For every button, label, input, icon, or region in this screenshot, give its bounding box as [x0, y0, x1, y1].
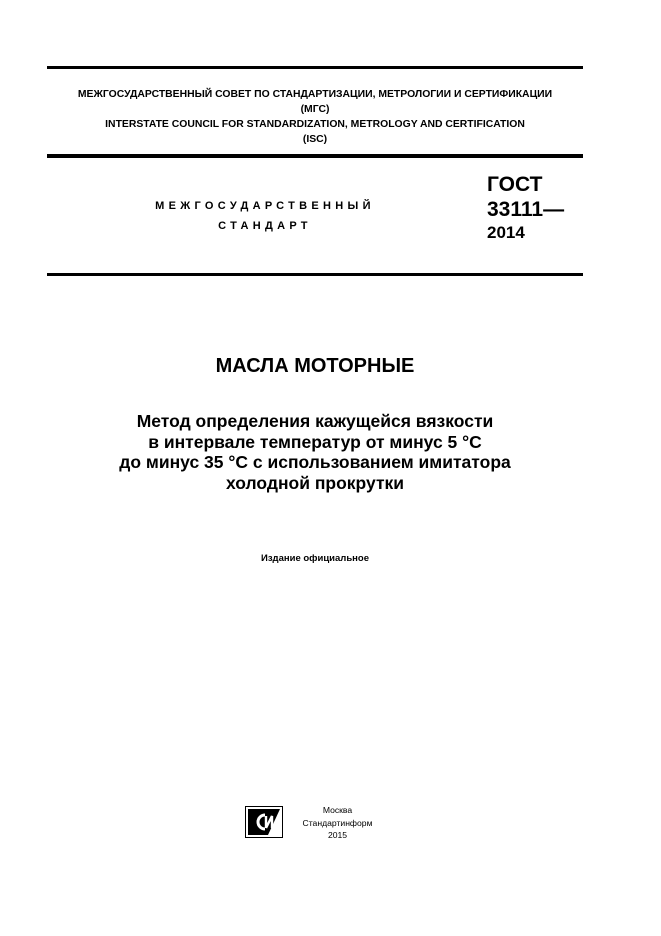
standartinform-logo-icon	[245, 806, 283, 838]
subtitle-line4: холодной прокрутки	[225, 472, 405, 493]
gost-label: ГОСТ	[487, 173, 543, 196]
subtitle-line3: до минус 35 °С с использованием имитатора	[119, 452, 511, 472]
council-ru-abbr: (МГС)	[300, 104, 330, 115]
document-subtitle	[47, 411, 583, 493]
publisher-name: Стандартинформ	[302, 817, 373, 828]
standard-type-line2: СТАНДАРТ	[218, 220, 312, 232]
edition-note: Издание официальное	[261, 553, 369, 564]
lower-rule	[47, 273, 583, 276]
subtitle-line2: в интервале температур от минус 5 °С	[148, 431, 482, 452]
council-en-name: INTERSTATE COUNCIL FOR STANDARDIZATION, METROLOGY AND CERTIFICATION	[105, 119, 525, 130]
middle-rule	[47, 154, 583, 158]
standard-type	[100, 196, 430, 236]
standard-type-line1: МЕЖГОСУДАРСТВЕННЫЙ	[155, 200, 375, 212]
gost-number: 33111—	[487, 198, 565, 221]
publisher-city: Москва	[322, 805, 353, 815]
council-ru-name: МЕЖГОСУДАРСТВЕННЫЙ СОВЕТ ПО СТАНДАРТИЗАЦИИ, МЕТРОЛОГИИ И СЕРТИФИКАЦИИ	[77, 89, 553, 100]
top-rule	[47, 66, 583, 69]
council-en-abbr: (ISC)	[302, 134, 328, 145]
publisher-info	[290, 804, 385, 842]
council-header	[47, 87, 583, 147]
document-title: МАСЛА МОТОРНЫЕ	[215, 355, 415, 377]
subtitle-line1: Метод определения кажущейся вязкости	[136, 411, 494, 431]
gost-year: 2014	[487, 223, 525, 242]
gost-designation	[487, 172, 564, 244]
publisher-year: 2015	[327, 830, 348, 840]
